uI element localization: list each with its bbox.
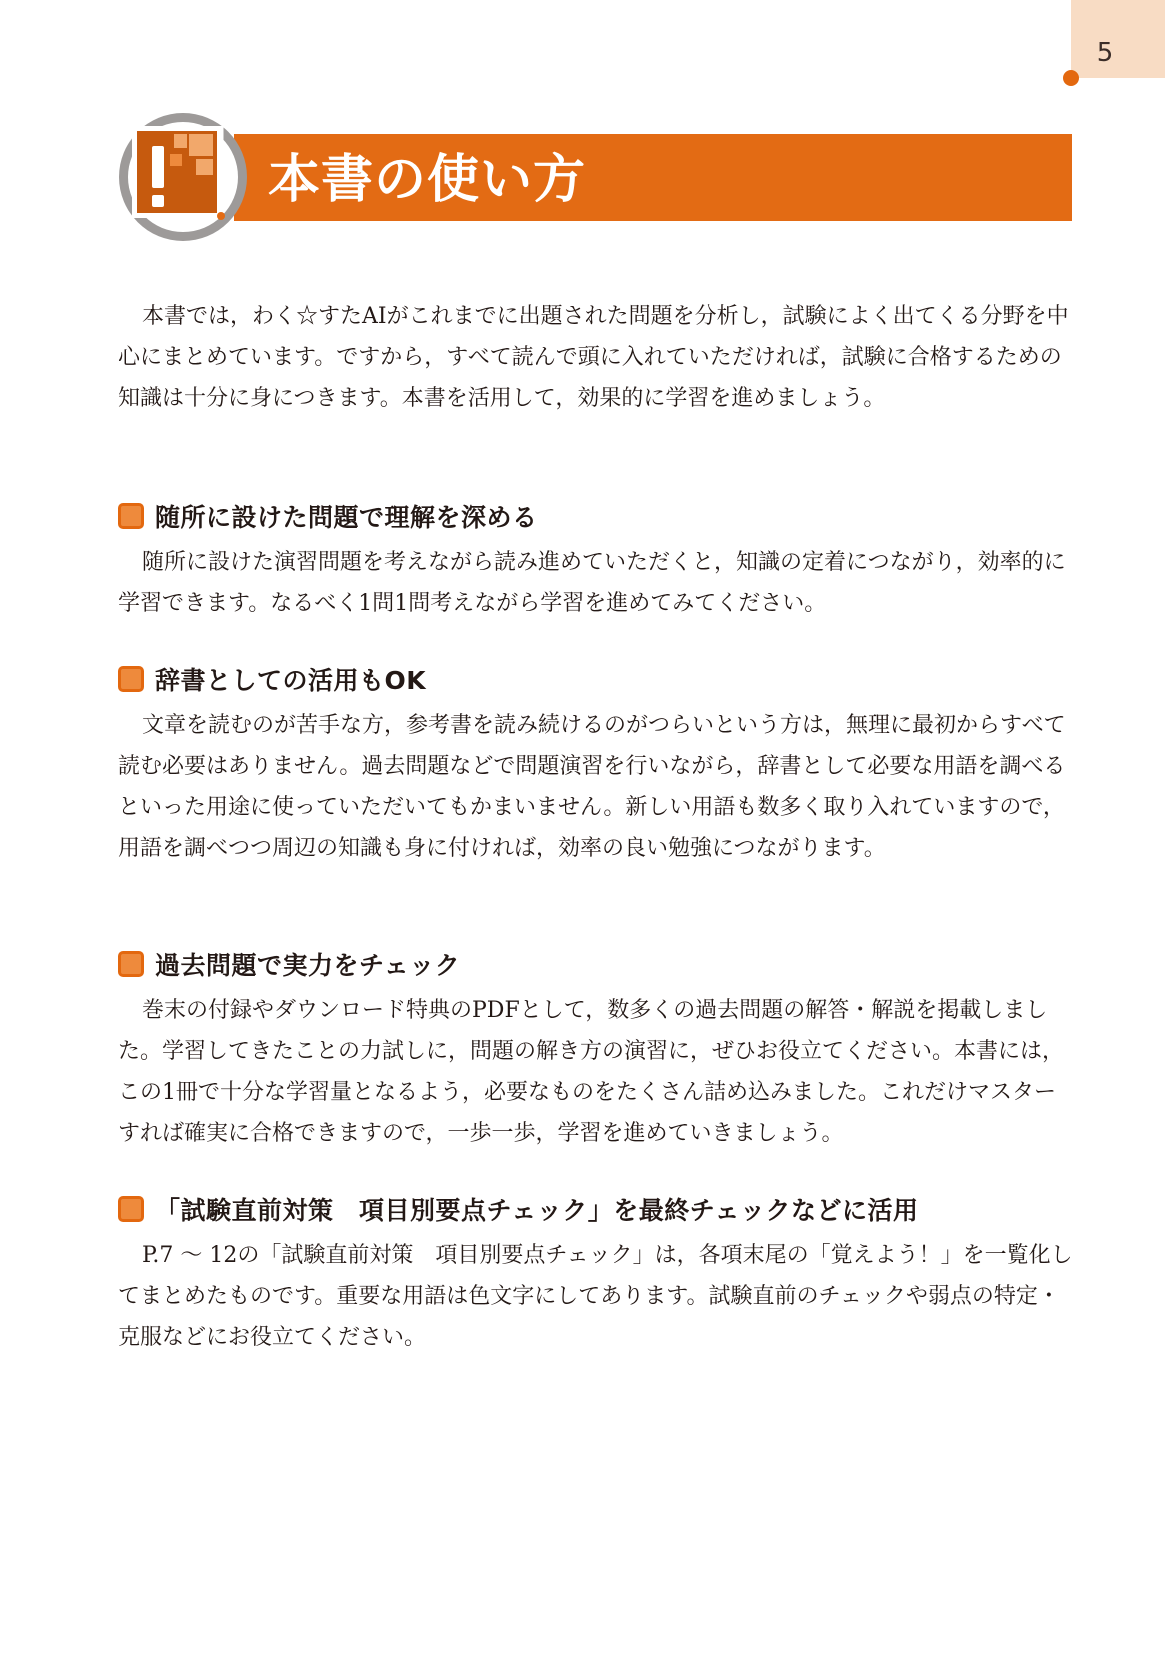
- section-body: 巻末の付録やダウンロード特典のPDFとして，数多くの過去問題の解答・解説を掲載しました。学習してきたことの力試しに，問題の解き方の演習に，ぜひお役立てください。本書には，この1冊で十分な学習量となるよう，必要なものをたくさん詰め込みました。これだけマスターすれば確実に合格できますので，一歩一歩，学習を進めていきましょう。: [118, 998, 1065, 1146]
- section-body: 文章を読むのが苦手な方，参考書を読み続けるのがつらいという方は，無理に最初からすべて読む必要はありません。過去問題などで問題演習を行いながら，辞書として必要な用語を調べるといった用途に使っていただいてもかまいません。新しい用語も数多く取り入れていますので，用語を調べつつ周辺の知識も身に付ければ，効率の良い勉強につながります。: [118, 713, 1066, 861]
- section-heading-text: 随所に設けた問題で理解を深める: [155, 503, 538, 532]
- section-heading: [118, 496, 1073, 536]
- heading-marker-icon: [118, 1196, 144, 1222]
- page-number: 5: [1096, 38, 1114, 68]
- section-heading-text: 辞書としての活用もOK: [155, 666, 427, 695]
- page-dot: [1063, 70, 1079, 86]
- page-title: 本書の使い方: [268, 150, 587, 210]
- intro-paragraph: 本書では，わく☆すたAIがこれまでに出題された問題を分析し，試験によく出てくる分野を中心にまとめています。ですから，すべて読んで頭に入れていただければ，試験に合格するための知識は十分に身につきます。本書を活用して，効果的に学習を進めましょう。: [118, 304, 1069, 411]
- section-body: 随所に設けた演習問題を考えながら読み進めていただくと，知識の定着につながり，効率的に学習できます。なるべく1問1問考えながら学習を進めてみてください。: [118, 550, 1066, 616]
- section-heading-text: 過去問題で実力をチェック: [155, 951, 461, 980]
- heading-marker-icon: [118, 666, 144, 692]
- section-practice-problems: [118, 496, 1073, 624]
- section-final-check: [118, 1189, 1073, 1358]
- section-body: P.7 〜 12の「試験直前対策 項目別要点チェック」は，各項末尾の「覚えよう！」を一覧化してまとめたものです。重要な用語は色文字にしてあります。試験直前のチェックや弱点の特定・克服などにお役立てください。: [118, 1243, 1073, 1350]
- heading-marker-icon: [118, 503, 144, 529]
- heading-marker-icon: [118, 951, 144, 977]
- section-heading: [118, 944, 1073, 984]
- section-past-exams: [118, 944, 1073, 1154]
- section-heading: [118, 659, 1073, 699]
- section-heading-text: 「試験直前対策 項目別要点チェック」を最終チェックなどに活用: [155, 1196, 919, 1225]
- exclamation-emblem-icon: [118, 112, 248, 242]
- section-dictionary-use: [118, 659, 1073, 869]
- section-heading: [118, 1189, 1073, 1229]
